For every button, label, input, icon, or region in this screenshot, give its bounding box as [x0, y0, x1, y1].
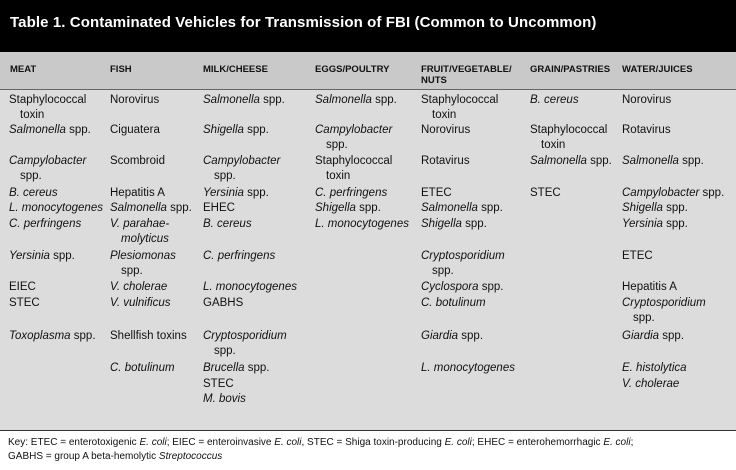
table-cell: EHEC: [203, 202, 235, 214]
table-cell: C. perfringens: [9, 218, 82, 230]
table-cell: M. bovis: [203, 393, 246, 405]
table-cell: E. histolytica: [622, 362, 687, 374]
table-cell: B. cereus: [9, 187, 58, 199]
table-cell: Campylobacter spp.: [622, 187, 725, 199]
table-cell: V. vulnificus: [110, 297, 171, 309]
table-cell: Staphylococcal toxin: [9, 94, 87, 121]
col-header-milk-cheese: MILK/CHEESE: [203, 64, 268, 75]
table-cell: Salmonella spp.: [530, 155, 612, 167]
table-cell: Rotavirus: [421, 155, 470, 167]
col-header-fish: FISH: [110, 64, 132, 75]
table-cell: Shigella spp.: [622, 202, 688, 214]
table-bottom-divider: [0, 430, 736, 431]
table-cell: Yersinia spp.: [622, 218, 688, 230]
table-title: Table 1. Contaminated Vehicles for Transmission of FBI (Common to Uncommon): [0, 0, 736, 52]
table-cell: Salmonella spp.: [203, 94, 285, 106]
table-cell: Staphylococcal toxin: [315, 155, 393, 182]
col-header-eggs-poultry: EGGS/POULTRY: [315, 64, 390, 75]
table-cell: L. monocytogenes: [9, 202, 103, 214]
col-header-fruit-line1: FRUIT/VEGETABLE/: [421, 64, 512, 75]
table-cell: EIEC: [9, 281, 36, 293]
table-cell: Yersinia spp.: [203, 187, 269, 199]
table-cell: V. cholerae: [622, 378, 680, 390]
table-cell: Hepatitis A: [110, 187, 165, 199]
table-cell: V. parahae- molyticus: [110, 218, 170, 245]
table-cell: Campylobacter spp.: [9, 155, 87, 182]
table-cell: Giardia spp.: [622, 330, 685, 342]
table-cell: B. cereus: [203, 218, 252, 230]
table-cell: V. cholerae: [110, 281, 168, 293]
col-header-fruit-vegetable-nuts: [421, 64, 512, 86]
table-cell: ETEC: [622, 250, 653, 262]
header-divider: [0, 89, 736, 90]
table-cell: Shigella spp.: [315, 202, 381, 214]
table-header-row: [0, 52, 736, 89]
table-cell: L. monocytogenes: [421, 362, 515, 374]
table-cell: L. monocytogenes: [315, 218, 409, 230]
table-cell: C. botulinum: [421, 297, 486, 309]
table-cell: C. botulinum: [110, 362, 175, 374]
table-cell: C. perfringens: [315, 187, 388, 199]
table-cell: Staphylococcal toxin: [530, 124, 608, 151]
table-cell: Salmonella spp.: [110, 202, 192, 214]
table-cell: Salmonella spp.: [315, 94, 397, 106]
table-cell: Shigella spp.: [421, 218, 487, 230]
table-cell: Salmonella spp.: [9, 124, 91, 136]
table-cell: Staphylococcal toxin: [421, 94, 499, 121]
table-cell: Norovirus: [622, 94, 672, 106]
table-footnote-key: Key: ETEC = enterotoxigenic E. coli; EIEC = enteroinvasive E. coli, STEC = Shiga toxin-producing E. coli; EHEC = enterohemorrhagic E. coli; GABHS = group A beta-hemolytic Streptococcus: [8, 437, 634, 462]
table-cell: Salmonella spp.: [421, 202, 503, 214]
col-header-meat: MEAT: [10, 64, 37, 75]
table-cell: Scombroid: [110, 155, 165, 167]
table-cell: C. perfringens: [203, 250, 276, 262]
table-cell: Cryptosporidium spp.: [622, 297, 706, 324]
table-cell: Yersinia spp.: [9, 250, 75, 262]
table-body: [0, 52, 736, 430]
table-cell: GABHS: [203, 297, 244, 309]
table-cell: Norovirus: [110, 94, 160, 106]
table-cell: Cryptosporidium spp.: [421, 250, 505, 277]
table-cell: ETEC: [421, 187, 452, 199]
col-header-fruit-line2: NUTS: [421, 75, 447, 86]
table-cell: Salmonella spp.: [622, 155, 704, 167]
table-cell: Shellfish toxins: [110, 330, 187, 342]
table-cell: Shigella spp.: [203, 124, 269, 136]
table-cell: Campylobacter spp.: [203, 155, 281, 182]
table-cell: Giardia spp.: [421, 330, 484, 342]
table-cell: STEC: [203, 378, 234, 390]
col-header-grain-pastries: GRAIN/PASTRIES: [530, 64, 611, 75]
table-cell: Campylobacter spp.: [315, 124, 393, 151]
table-cell: B. cereus: [530, 94, 579, 106]
table-cell: Toxoplasma spp.: [9, 330, 96, 342]
col-header-water-juices: WATER/JUICES: [622, 64, 693, 75]
table-cell: Ciguatera: [110, 124, 160, 136]
table-cell: Rotavirus: [622, 124, 671, 136]
table-cell: Norovirus: [421, 124, 471, 136]
table-cell: Brucella spp.: [203, 362, 270, 374]
table-cell: Cyclospora spp.: [421, 281, 504, 293]
table-cell: Cryptosporidium spp.: [203, 330, 287, 357]
table-cell: Plesiomonas spp.: [110, 250, 176, 277]
table-cell: L. monocytogenes: [203, 281, 297, 293]
table-cell: Hepatitis A: [622, 281, 677, 293]
table-cell: STEC: [530, 187, 561, 199]
table-cell: STEC: [9, 297, 40, 309]
